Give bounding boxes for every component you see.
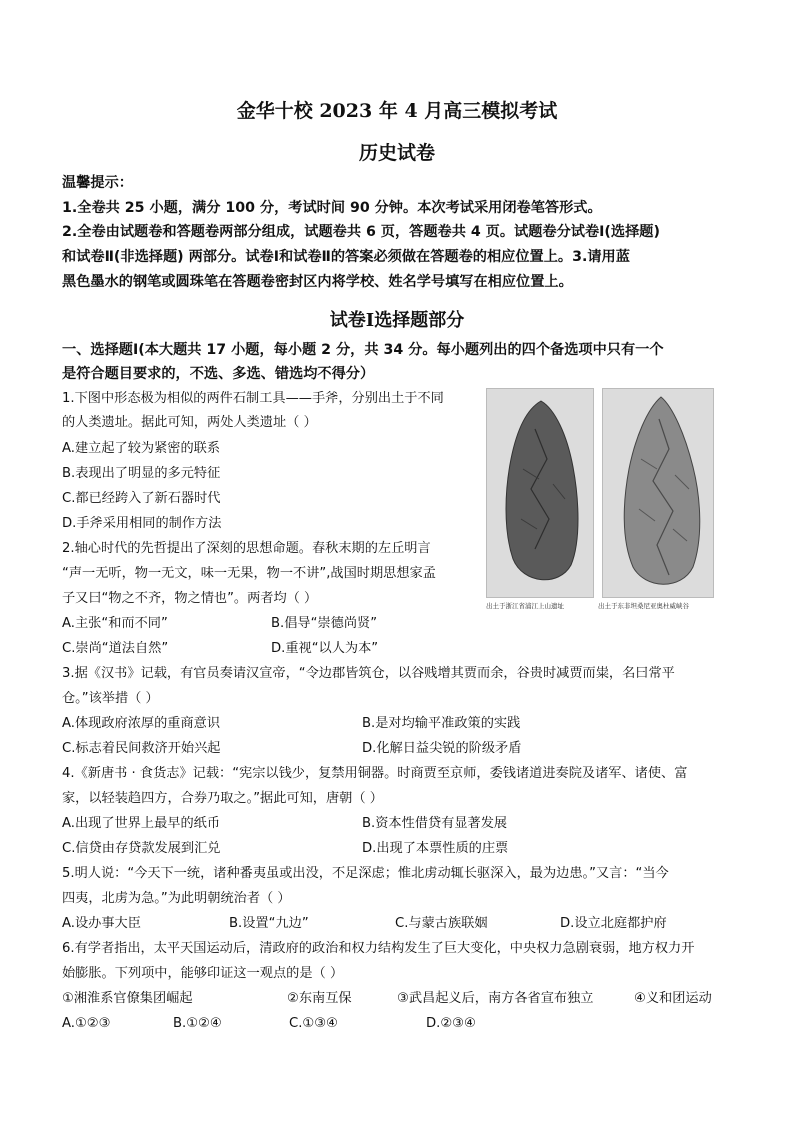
q1-stem: 1.下图中形态极为相似的两件石制工具——手斧，分别出土于不同 xyxy=(62,391,444,406)
q6-item-3: ③武昌起义后，南方各省宣布独立 xyxy=(397,991,594,1006)
caption-right: 出土于东非坦桑尼亚奥杜威峡谷 xyxy=(598,602,689,610)
q5-option-d: D.设立北庭都护府 xyxy=(560,916,667,931)
q2-option-d: D.重视“以人为本” xyxy=(271,641,379,656)
q4-option-c: C.信贷由存贷款发展到汇兑 xyxy=(62,841,221,856)
q1-stem: 的人类遗址。据此可知，两处人类遗址（ ） xyxy=(62,415,317,430)
notice-line: 和试卷Ⅱ(非选择题) 两部分。试卷Ⅰ和试卷Ⅱ的答案必须做在答题卷的相应位置上。3.请用蓝 xyxy=(62,249,630,265)
caption-left: 出土于浙江省浦江上山遗址 xyxy=(486,602,564,610)
q3-option-d: D.化解日益尖锐的阶级矛盾 xyxy=(362,741,522,756)
q2-option-c: C.崇尚“道法自然” xyxy=(62,641,169,656)
q5-option-a: A.设办事大臣 xyxy=(62,916,141,931)
section-intro: 是符合题目要求的，不选、多选、错选均不得分） xyxy=(62,366,375,382)
q1-option-d: D.手斧采用相同的制作方法 xyxy=(62,516,222,531)
q6-stem: 6.有学者指出，太平天国运动后，清政府的政治和权力结构发生了巨大变化，中央权力急剧衰弱，地方权力开 xyxy=(62,941,695,956)
q3-stem: 仓。”该举措（ ） xyxy=(62,691,159,706)
q2-stem: 子又曰“物之不齐，物之情也”。两者均（ ） xyxy=(62,591,318,606)
page-title: 金华十校 2023 年 4 月高三模拟考试 xyxy=(236,100,558,122)
hand-axe-figure xyxy=(486,388,714,616)
q3-option-a: A.体现政府浓厚的重商意识 xyxy=(62,716,221,731)
q6-item-2: ②东南互保 xyxy=(287,991,352,1006)
hand-axe-photo-left xyxy=(486,388,594,598)
page-subtitle: 历史试卷 xyxy=(358,142,435,164)
q4-option-d: D.出现了本票性质的庄票 xyxy=(362,841,509,856)
q2-option-a: A.主张“和而不同” xyxy=(62,616,168,631)
q1-option-b: B.表现出了明显的多元特征 xyxy=(62,466,221,481)
q6-option-d: D.②③④ xyxy=(426,1016,476,1031)
q6-stem: 始膨胀。下列项中，能够印证这一观点的是（ ） xyxy=(62,966,344,981)
q6-option-c: C.①③④ xyxy=(289,1016,338,1031)
q3-option-c: C.标志着民间救济开始兴起 xyxy=(62,741,221,756)
q4-option-a: A.出现了世界上最早的纸币 xyxy=(62,816,221,831)
q1-option-a: A.建立起了较为紧密的联系 xyxy=(62,441,221,456)
q4-stem: 家，以轻装趋四方，合券乃取之。”据此可知，唐朝（ ） xyxy=(62,791,383,806)
notice-heading: 温馨提示： xyxy=(62,175,133,191)
q4-stem: 4.《新唐书 · 食货志》记载：“宪宗以钱少，复禁用铜器。时商贾至京师，委钱诸道进奏院及诸军、诸使、富 xyxy=(62,766,688,781)
q4-option-b: B.资本性借贷有显著发展 xyxy=(362,816,508,831)
q2-option-b: B.倡导“崇德尚贤” xyxy=(271,616,378,631)
notice-line: 黑色墨水的钢笔或圆珠笔在答题卷密封区内将学校、姓名学号填写在相应位置上。 xyxy=(62,274,573,290)
section-title: 试卷Ⅰ选择题部分 xyxy=(329,310,465,331)
q6-item-1: ①湘淮系官僚集团崛起 xyxy=(62,991,193,1006)
notice-line: 2.全卷由试题卷和答题卷两部分组成，试题卷共 6 页，答题卷共 4 页。试题卷分试卷Ⅰ(选择题) xyxy=(62,224,660,240)
hand-axe-left-icon xyxy=(487,389,595,599)
q2-stem: 2.轴心时代的先哲提出了深刻的思想命题。春秋末期的左丘明言 xyxy=(62,541,431,556)
q6-option-b: B.①②④ xyxy=(173,1016,222,1031)
section-intro: 一、选择题Ⅰ(本大题共 17 小题，每小题 2 分，共 34 分。每小题列出的四个备选项中只有一个 xyxy=(62,342,664,358)
q6-item-4: ④义和团运动 xyxy=(634,991,712,1006)
q1-option-c: C.都已经跨入了新石器时代 xyxy=(62,491,221,506)
q3-stem: 3.据《汉书》记载，有官员奏请汉宣帝，“令边郡皆筑仓，以谷贱增其贾而余，谷贵时减贾而粜，名曰常平 xyxy=(62,666,675,681)
q5-option-c: C.与蒙古族联姻 xyxy=(395,916,488,931)
q2-stem: “声一无听，物一无文，味一无果，物一不讲”,战国时期思想家孟 xyxy=(62,566,436,581)
q6-option-a: A.①②③ xyxy=(62,1016,111,1031)
notice-line: 1.全卷共 25 小题，满分 100 分，考试时间 90 分钟。本次考试采用闭卷笔答形式。 xyxy=(62,200,602,216)
q5-stem: 5.明人说：“今天下一统，诸种番夷虽或出没，不足深虑；惟北虏动辄长驱深入，最为边患。”又言：“当今 xyxy=(62,866,669,881)
q5-option-b: B.设置“九边” xyxy=(229,916,309,931)
q3-option-b: B.是对均输平准政策的实践 xyxy=(362,716,521,731)
hand-axe-right-icon xyxy=(603,389,715,599)
hand-axe-photo-right xyxy=(602,388,714,598)
q5-stem: 四夷，北虏为急。”为此明朝统治者（ ） xyxy=(62,891,291,906)
